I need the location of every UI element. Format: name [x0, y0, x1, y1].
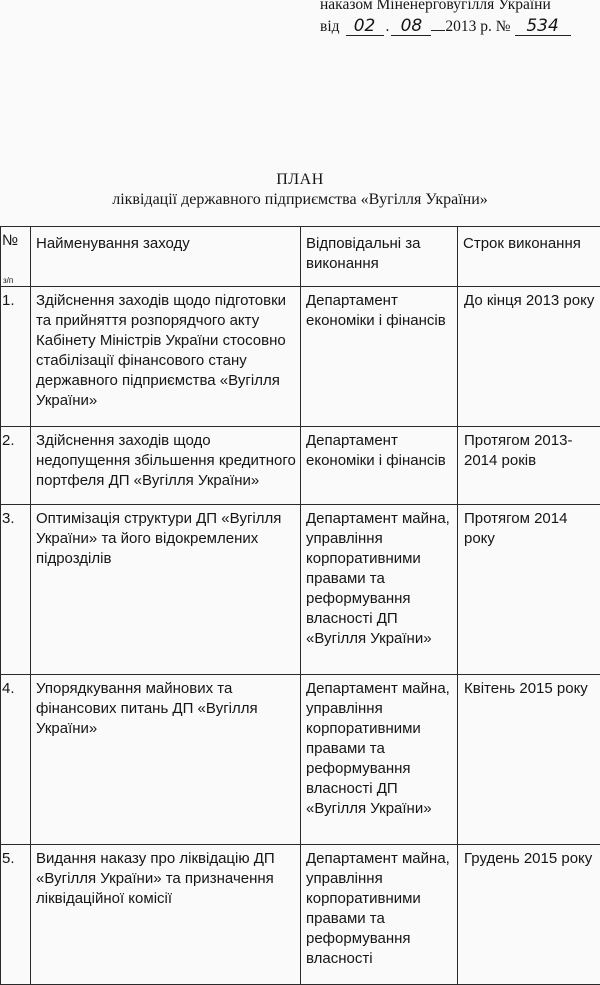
row-term: Протягом 2013-2014 років	[458, 427, 600, 505]
row-number: 4.	[1, 675, 31, 845]
row-responsible: Департамент майна, управління корпоративними правами та реформування власності	[301, 845, 458, 985]
row-responsible: Департамент майна, управління корпоративними правами та реформування власності ДП «Вугілля України»	[301, 505, 458, 675]
header-num-label: №	[2, 232, 18, 249]
row-term: Квітень 2015 року	[458, 675, 600, 845]
table-row	[1, 287, 600, 427]
row-number: 3.	[1, 505, 31, 675]
table-row	[1, 675, 600, 845]
table-row	[1, 427, 600, 505]
row-task: Здійснення заходів щодо недопущення збільшення кредитного портфеля ДП «Вугілля України»	[31, 427, 301, 505]
date-underline	[431, 30, 445, 31]
row-term: До кінця 2013 року	[458, 287, 600, 427]
approval-header	[320, 0, 571, 38]
row-task: Оптимізація структури ДП «Вугілля України» та його відокремлених підрозділів	[31, 505, 301, 675]
handwritten-month: 08	[391, 17, 431, 36]
row-task: Видання наказу про ліквідацію ДП «Вугілля України» та призначення ліквідаційної комісії	[31, 845, 301, 985]
row-responsible: Департамент майна, управління корпоративними правами та реформування власності ДП «Вугілля України»	[301, 675, 458, 845]
table-row	[1, 505, 600, 675]
year-and-number-label: 2013 р. №	[445, 16, 510, 38]
header-term: Строк виконання	[458, 227, 600, 287]
page-subtitle: ліквідації державного підприємства «Вугілля України»	[0, 190, 600, 210]
row-task: Упорядкування майнових та фінансових питань ДП «Вугілля України»	[31, 675, 301, 845]
row-number: 2.	[1, 427, 31, 505]
row-term: Грудень 2015 року	[458, 845, 600, 985]
header-num	[1, 227, 31, 287]
approval-line: наказом Міненерговугілля України	[320, 0, 571, 16]
header-task: Найменування заходу	[31, 227, 301, 287]
row-term: Протягом 2014 року	[458, 505, 600, 675]
header-responsible: Відповідальні за виконання	[301, 227, 458, 287]
row-number: 5.	[1, 845, 31, 985]
row-responsible: Департамент економіки і фінансів	[301, 427, 458, 505]
date-prefix: від	[320, 16, 340, 38]
handwritten-day: 02	[346, 17, 384, 36]
row-responsible: Департамент економіки і фінансів	[301, 287, 458, 427]
row-task: Здійснення заходів щодо підготовки та прийняття розпорядчого акту Кабінету Міністрів України стосовно стабілізації фінансового стану державного підприємства «Вугілля України»	[31, 287, 301, 427]
handwritten-order-number: 534	[515, 17, 571, 36]
table-row	[1, 845, 600, 985]
header-num-sublabel: з/п	[3, 276, 13, 286]
document-title	[0, 170, 600, 210]
page-title: ПЛАН	[0, 170, 600, 190]
order-date-line: від 02 . 08 2013 р. № 534	[320, 16, 571, 38]
liquidation-plan-table	[0, 226, 600, 985]
table-header-row	[1, 227, 600, 287]
row-number: 1.	[1, 287, 31, 427]
